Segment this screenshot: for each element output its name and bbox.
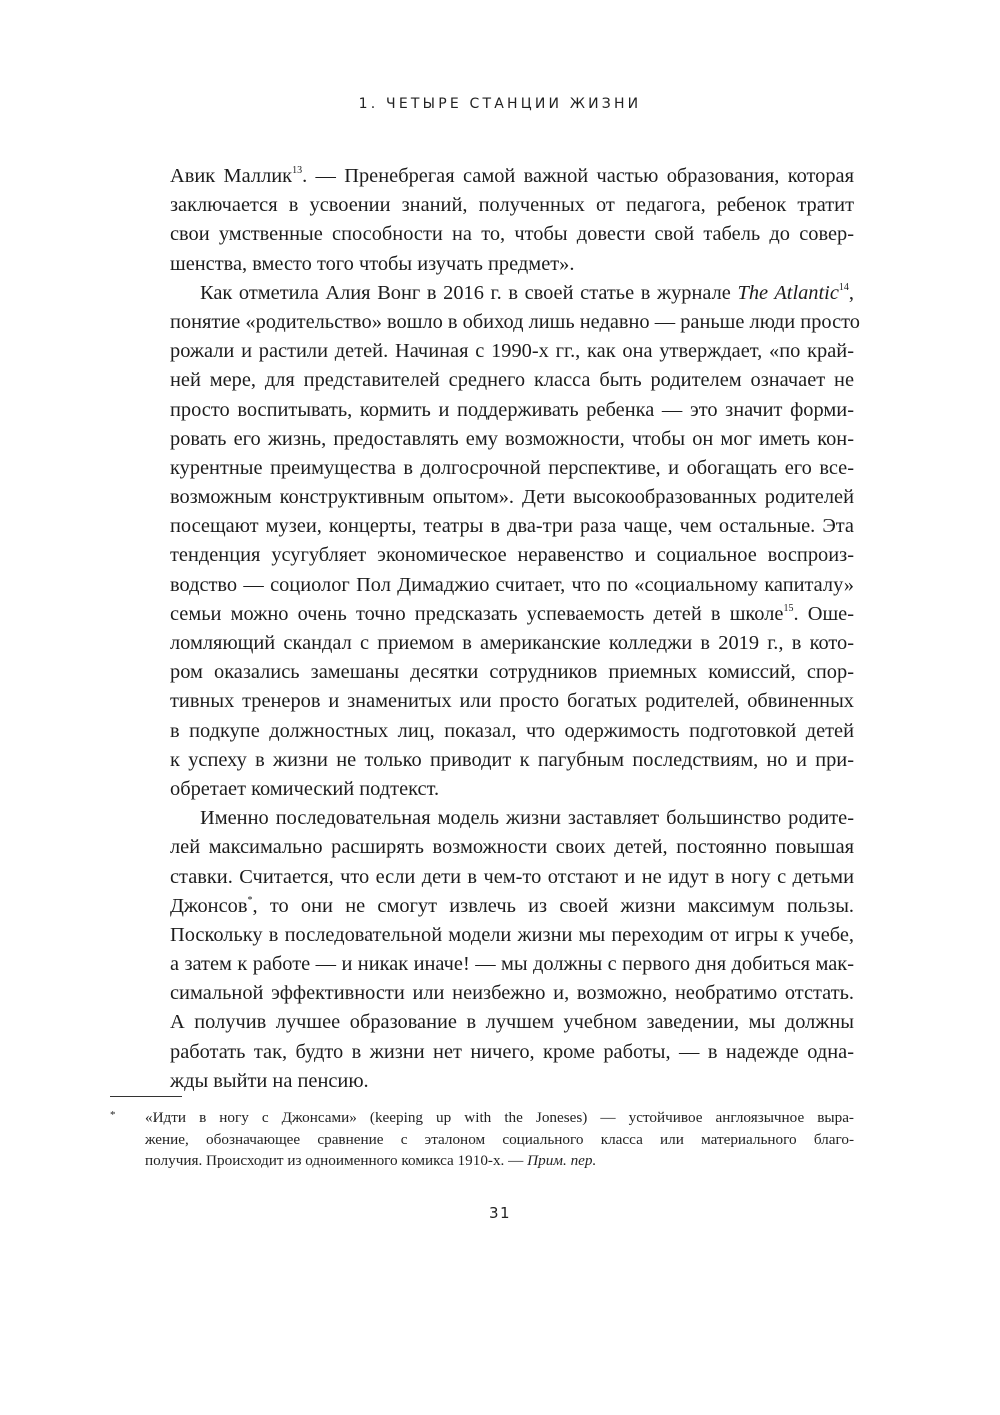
text-line: тенденция усугубляет экономическое неравенство и социальное воспроиз- — [170, 544, 854, 567]
footnote-ref: 15 — [783, 602, 794, 614]
text-line: а затем к работе — и никак иначе! — мы должны с первого дня добиться мак- — [170, 953, 854, 976]
text-line: водство — социолог Пол Димаджио считает, что по «социальному капиталу» — [170, 573, 854, 596]
text-line: свои умственные способности на то, чтобы довести свой табель до совер- — [170, 223, 854, 246]
text-line: посещают музеи, концерты, театры в два-три раза чаще, чем остальные. Эта — [170, 515, 854, 538]
page-number: 31 — [488, 1204, 512, 1222]
text-line: шенства, вместо того чтобы изучать предмет». — [170, 252, 575, 275]
text-line: возможным конструктивным опытом». Дети высокообразованных родителей — [170, 486, 854, 509]
footnote-text — [145, 1107, 854, 1172]
text-line: просто воспитывать, кормить и поддерживать ребенка — это значит форми- — [170, 398, 854, 421]
text-line: Поскольку в последовательной модели жизни мы переходим от игры к учебе, — [170, 923, 854, 946]
text-line: курентные преимущества в долгосрочной перспективе, и обогащать его все- — [170, 456, 854, 479]
text-line: жды выйти на пенсию. — [170, 1069, 369, 1092]
text-line: лей максимально расширять возможности своих детей, постоянно повышая — [170, 836, 854, 859]
footnote — [110, 1107, 854, 1172]
text-line: рожали и растили детей. Начиная с 1990-х гг., как она утверждает, «по край- — [170, 340, 854, 363]
text-line: работать так, будто в жизни нет ничего, кроме работы, — в надежде одна- — [170, 1040, 854, 1063]
text-line: А получив лучшее образование в лучшем учебном заведении, мы должны — [170, 1011, 854, 1034]
footnote-line: получия. Происходит из одноименного комикса 1910-х. — Прим. пер. — [145, 1152, 597, 1169]
footnote-ref: 13 — [292, 165, 303, 176]
footnote-divider — [110, 1096, 182, 1097]
footnote-line: «Идти в ногу с Джонсами» (keeping up with the Joneses) — устойчивое англоязычное выра- — [145, 1109, 854, 1126]
footnote-ref: 14 — [838, 281, 849, 293]
text-line: обретает комический подтекст. — [170, 777, 440, 800]
text-line: ром оказались замешаны десятки сотрудников приемных комиссий, спор- — [170, 661, 854, 684]
text-line: в подкупе должностных лиц, показал, что одержимость подготовкой детей — [170, 719, 854, 742]
text-line: симальной эффективности или неизбежно и, возможно, необратимо отстать. — [170, 982, 854, 1005]
text-line: заключается в усвоении знаний, полученных от педагога, ребенок тратит — [170, 194, 854, 217]
text-line: ней мере, для представителей среднего класса быть родителем означает не — [170, 369, 854, 392]
text-line: Именно последовательная модель жизни заставляет большинство родите- — [200, 807, 854, 830]
text-line: ломляющий скандал с приемом в американские колледжи в 2019 г., в кото- — [170, 632, 854, 654]
text-line: Джонсов*, то они не смогут извлечь из своей жизни максимум пользы. — [170, 894, 854, 917]
text-line: тивных тренеров и знаменитых или просто богатых родителей, обвиненных — [170, 690, 854, 713]
body-text — [170, 162, 860, 1096]
footnote-ref: * — [247, 894, 253, 906]
text-line: ровать его жизнь, предоставлять ему возможности, чтобы он мог иметь кон- — [170, 427, 854, 450]
text-line: ставки. Считается, что если дети в чем-то отстают и не идут в ногу с детьми — [170, 865, 854, 888]
running-head: 1. ЧЕТЫРЕ СТАНЦИИ ЖИЗНИ — [358, 96, 642, 112]
journal-title: The Atlantic — [737, 281, 839, 304]
footnote-line: жение, обозначающее сравнение с эталоном социального класса или материального благо- — [145, 1130, 854, 1148]
text-line: семьи можно очень точно предсказать успеваемость детей в школе$^{15}$. Оше- — [170, 602, 854, 625]
text-line: к успеху в жизни не только приводит к пагубным последствиям, но и при- — [170, 748, 854, 771]
footnote-mark: * — [110, 1109, 116, 1121]
text-line: Как отметила Алия Вонг в 2016 г. в своей статье в журнале The Atlantic$^{14}$, — [200, 281, 854, 304]
text-line: Авик Маллик$^{13}$. — Пренебрегая самой важной частью образования, которая — [170, 165, 854, 187]
text-line: понятие «родительство» вошло в обиход лишь недавно — раньше люди просто — [170, 310, 860, 333]
